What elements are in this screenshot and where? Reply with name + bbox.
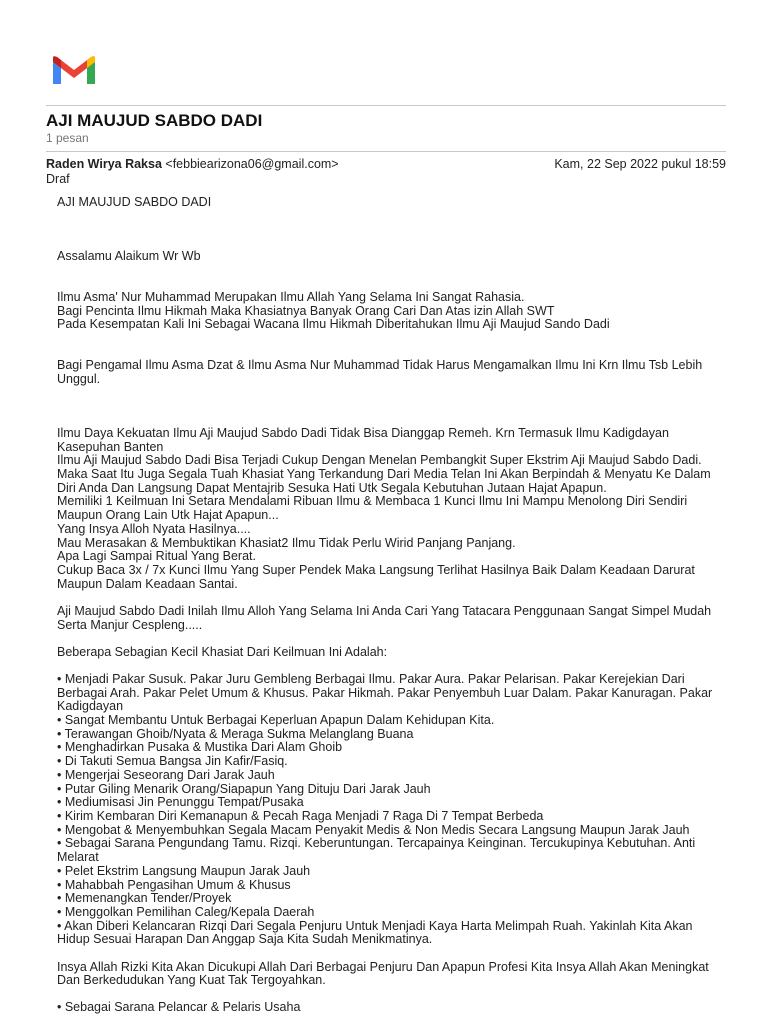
list-item: • Mengobat & Menyembuhkan Segala Macam Penyakit Medis & Non Medis Secara Langsung Maupun Jarak Jauh — [57, 822, 690, 837]
list-item: • Menghadirkan Pusaka & Mustika Dari Alam Ghoib — [57, 740, 343, 755]
paragraph-line: Yang Insya Alloh Nyata Hasilnya.... — [57, 521, 251, 536]
list-item: • Sangat Membantu Untuk Berbagai Keperluan Apapun Dalam Kehidupan Kita. — [57, 713, 495, 728]
message-date: Kam, 22 Sep 2022 pukul 18:59 — [554, 157, 726, 171]
list-item: • Pelet Ekstrim Langsung Maupun Jarak Jauh — [57, 863, 311, 878]
message-divider — [46, 151, 726, 152]
list-item: • Putar Giling Menarik Orang/Siapapun Yang Dituju Dari Jarak Jauh — [57, 781, 431, 796]
email-subject: AJI MAUJUD SABDO DADI — [46, 111, 263, 130]
paragraph-line: Ilmu Asma' Nur Muhammad Merupakan Ilmu Allah Yang Selama Ini Sangat Rahasia. — [57, 289, 525, 304]
message-count: 1 pesan — [46, 131, 89, 145]
gmail-logo-icon — [53, 56, 95, 84]
paragraph-line: Bagi Pencinta Ilmu Hikmah Maka Khasiatnya Banyak Orang Cari Dan Atas izin Allah SWT — [57, 303, 555, 318]
paragraph-line: Insya Allah Rizki Kita Akan Dicukupi Allah Dari Berbagai Penjuru Dan Apapun Profesi Kita Insya Allah Akan Meningkat — [57, 959, 709, 974]
draft-label: Draf — [46, 172, 70, 186]
paragraph-line: Maupun Orang Lain Utk Hajat Apapun... — [57, 508, 279, 523]
paragraph-line: Bagi Pengamal Ilmu Asma Dzat & Ilmu Asma Nur Muhammad Tidak Harus Mengamalkan Ilmu Ini Krn Ilmu Tsb Lebih — [57, 358, 703, 373]
paragraph-line: Apa Lagi Sampai Ritual Yang Berat. — [57, 549, 256, 564]
sender-line — [46, 157, 339, 171]
paragraph-line: Beberapa Sebagian Kecil Khasiat Dari Keilmuan Ini Adalah: — [57, 644, 388, 659]
list-item: Hidup Sesuai Harapan Dan Anggap Saja Kita Sudah Menikmatinya. — [57, 932, 433, 947]
paragraph-line: Maupun Dalam Keadaan Santai. — [57, 576, 238, 591]
list-item: • Memenangkan Tender/Proyek — [57, 891, 232, 906]
list-item: • Mediumisasi Jin Penunggu Tempat/Pusaka — [57, 795, 304, 810]
paragraph-line: Dan Berkedudukan Yang Kuat Tak Tergoyahkan. — [57, 973, 326, 988]
paragraph-line: Ilmu Daya Kekuatan Ilmu Aji Maujud Sabdo Dadi Tidak Bisa Dianggap Remeh. Krn Termasuk Ilmu Kadigdayan — [57, 425, 669, 440]
list-item: • Menggolkan Pemilihan Caleg/Kepala Daerah — [57, 904, 315, 919]
paragraph-line: Pada Kesempatan Kali Ini Sebagai Wacana Ilmu Hikmah Diberitahukan Ilmu Aji Maujud Sando Dadi — [57, 317, 610, 332]
sender-email: <febbiearizona06@gmail.com> — [165, 157, 339, 171]
sender-name: Raden Wirya Raksa — [46, 157, 162, 171]
list-item: • Sebagai Sarana Pelancar & Pelaris Usaha — [57, 1000, 301, 1015]
paragraph-line: Serta Manjur Cespleng..... — [57, 617, 203, 632]
list-item: Melarat — [57, 850, 99, 865]
paragraph-line: Aji Maujud Sabdo Dadi Inilah Ilmu Alloh Yang Selama Ini Anda Cari Yang Tatacara Penggunaan Sangat Simpel Mudah — [57, 603, 712, 618]
list-item: Berbagai Arah. Pakar Pelet Umum & Khusus. Pakar Hikmah. Pakar Penyembuh Luar Dalam. Pakar Kanuragan. Pakar — [57, 685, 713, 700]
message-body — [57, 196, 722, 1015]
list-item: • Mahabbah Pengasihan Umum & Khusus — [57, 877, 291, 892]
list-item: • Sebagai Sarana Pengundang Tamu. Rizqi. Keberuntungan. Tercapainya Keinginan. Tercukupinya Kebutuhan. Anti — [57, 836, 696, 851]
body-title: AJI MAUJUD SABDO DADI — [57, 195, 212, 209]
paragraph-line: Mau Merasakan & Membuktikan Khasiat2 Ilmu Tidak Perlu Wirid Panjang Panjang. — [57, 535, 516, 550]
paragraph-line: Kasepuhan Banten — [57, 439, 164, 454]
greeting: Assalamu Alaikum Wr Wb — [57, 249, 201, 264]
list-item: • Akan Diberi Kelancaran Rizqi Dari Segala Penjuru Untuk Menjadi Kaya Harta Melimpah Ruah. Yakinlah Kita Akan — [57, 918, 693, 933]
paragraph-line: Diri Anda Dan Langsung Dapat Mentajrib Sesuka Hati Utk Segala Kebutuhan Jutaan Hajat Apapun. — [57, 480, 607, 495]
list-item: • Di Takuti Semua Bangsa Jin Kafir/Fasiq. — [57, 754, 288, 769]
header-divider — [46, 105, 726, 106]
list-item: • Kirim Kembaran Diri Kemanapun & Pecah Raga Menjadi 7 Raga Di 7 Tempat Berbeda — [57, 809, 544, 823]
list-item: • Mengerjai Seseorang Dari Jarak Jauh — [57, 767, 275, 782]
list-item: Kadigdayan — [57, 699, 124, 714]
paragraph-line: Memiliki 1 Keilmuan Ini Setara Mendalami Ribuan Ilmu & Membaca 1 Kunci Ilmu Ini Mampu Menolong Diri Sendiri — [57, 494, 688, 509]
list-item: • Menjadi Pakar Susuk. Pakar Juru Gembleng Berbagai Ilmu. Pakar Aura. Pakar Pelarisan. Pakar Kerejekian Dari — [57, 671, 685, 686]
paragraph-line: Unggul. — [57, 371, 101, 386]
list-item: • Terawangan Ghoib/Nyata & Meraga Sukma Melanglang Buana — [57, 726, 414, 741]
paragraph-line: Ilmu Aji Maujud Sabdo Dadi Bisa Terjadi Cukup Dengan Menelan Pembangkit Super Ekstrim Aji Maujud Sabdo Dadi. — [57, 453, 702, 468]
paragraph-line: Cukup Baca 3x / 7x Kunci Ilmu Yang Super Pendek Maka Langsung Terlihat Hasilnya Baik Dalam Keadaan Darurat — [57, 562, 695, 577]
paragraph-line: Maka Saat Itu Juga Segala Tuah Khasiat Yang Terkandung Dari Media Telan Ini Akan Berpindah & Menyatu Ke Dalam — [57, 467, 711, 482]
